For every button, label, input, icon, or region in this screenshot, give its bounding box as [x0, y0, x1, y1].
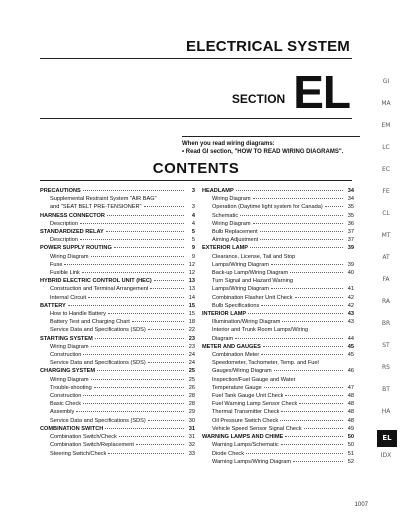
section-heading [231, 66, 350, 118]
section-tab-idx[interactable]: IDX [380, 452, 392, 459]
section-word: SECTION [231, 92, 286, 106]
section-tab-ha[interactable]: HA [381, 408, 391, 415]
section-tab-st[interactable]: ST [382, 342, 390, 349]
toc-entry-title: Combination Switch/Check [50, 434, 117, 441]
toc-leader-dots [95, 338, 184, 339]
toc-entry-title: Lamps/Wiring Diagram [212, 261, 269, 268]
toc-leader-dots [263, 346, 343, 347]
toc-entry[interactable] [40, 359, 195, 367]
toc-entry[interactable] [202, 400, 354, 408]
toc-entry-title: Combination Meter [212, 352, 260, 359]
toc-entry-title: Wiring Diagram [50, 253, 89, 260]
toc-entry-title: Vehicle Speed Sensor Signal Check [212, 425, 302, 432]
toc-page-number: 24 [188, 360, 195, 367]
toc-entry-title: CHARGING SYSTEM [40, 368, 96, 375]
toc-page-number: 46 [347, 368, 354, 375]
toc-entry-title: Wiring Diagram [212, 220, 251, 227]
toc-entry[interactable] [202, 302, 354, 310]
toc-entry-title: Internal Circuit [50, 294, 87, 301]
toc-entry-title: Wiring Diagram [50, 376, 89, 383]
toc-leader-dots [248, 313, 343, 314]
toc-entry-title: STANDARDIZED RELAY [40, 229, 104, 236]
toc-entry-title: and "SEAT BELT PRE-TENSIONER" [50, 204, 142, 211]
toc-page-number: 22 [188, 327, 195, 334]
toc-page-number: 13 [188, 278, 195, 285]
toc-entry-title: Supplemental Restraint System "AIR BAG" [50, 196, 157, 203]
section-tab-cl[interactable]: CL [382, 210, 390, 217]
toc-leader-dots [250, 247, 343, 248]
toc-entry[interactable] [40, 326, 195, 334]
toc-page-number: 5 [191, 237, 195, 244]
toc-page-number: 3 [191, 188, 195, 194]
toc-page-number: 45 [347, 352, 354, 359]
toc-leader-dots [114, 247, 184, 248]
toc-entry-title: Turn Signal and Hazard Warning [212, 278, 294, 285]
toc-page-number: 35 [347, 212, 354, 219]
toc-entry[interactable] [40, 203, 195, 211]
toc-page-number: 15 [188, 311, 195, 318]
toc-page-number: 50 [347, 434, 354, 441]
toc-leader-dots [304, 428, 343, 429]
section-tab-at[interactable]: AT [382, 254, 390, 261]
toc-leader-dots [106, 231, 184, 232]
toc-page-number: 15 [188, 302, 195, 309]
toc-leader-dots [64, 264, 184, 265]
toc-page-number: 31 [188, 434, 195, 441]
toc-leader-dots [325, 206, 343, 207]
toc-section-heading[interactable] [40, 335, 195, 343]
toc-page-number: 43 [347, 319, 354, 326]
section-tab-fa[interactable]: FA [382, 276, 390, 283]
toc-entry[interactable] [202, 318, 354, 326]
toc-leader-dots [97, 370, 184, 371]
toc-page-number: 13 [188, 286, 195, 293]
toc-entry-title: Steering Switch/Check [50, 450, 107, 457]
toc-leader-dots [271, 288, 343, 289]
toc-entry-title: Speedometer, Tachometer, Temp. and Fuel [212, 360, 319, 367]
toc-leader-dots [148, 329, 184, 330]
toc-leader-dots [274, 370, 343, 371]
toc-entry-title: Trouble-shooting [50, 384, 92, 391]
toc-leader-dots [82, 272, 184, 273]
toc-page-number: 39 [347, 245, 354, 252]
toc-entry[interactable] [202, 294, 354, 302]
toc-entry[interactable] [40, 195, 195, 203]
toc-entry[interactable] [202, 212, 354, 220]
section-tab-ra[interactable]: RA [381, 298, 391, 305]
toc-entry-title: Fuel Warning Lamp Sensor Check [212, 401, 298, 408]
toc-section-heading[interactable] [40, 277, 195, 285]
toc-leader-dots [293, 461, 343, 462]
toc-entry-title: Diode Check [212, 450, 245, 457]
toc-section-heading[interactable] [40, 425, 195, 433]
toc-section-heading[interactable] [40, 302, 195, 310]
toc-entry[interactable] [40, 294, 195, 302]
toc-entry-title: Temperature Gauge [212, 384, 262, 391]
toc-entry-title: Description [50, 237, 78, 244]
page-number: 1007 [354, 502, 368, 508]
toc-entry[interactable] [40, 269, 195, 277]
toc-leader-dots [253, 198, 343, 199]
toc-page-number: 42 [347, 294, 354, 301]
toc-page-number: 31 [188, 425, 195, 432]
toc-leader-dots [148, 362, 184, 363]
section-tab-ec[interactable]: EC [382, 166, 390, 173]
toc-entry[interactable] [202, 392, 354, 400]
toc-page-number: 41 [347, 286, 354, 293]
toc-leader-dots [285, 395, 343, 396]
section-tab-rs[interactable]: RS [382, 364, 390, 371]
toc-page-number: 50 [347, 442, 354, 449]
toc-page-number: 49 [347, 425, 354, 432]
toc-leader-dots [285, 436, 343, 437]
toc-page-number: 26 [188, 384, 195, 391]
toc-entry[interactable] [202, 417, 354, 425]
toc-leader-dots [80, 223, 184, 224]
toc-leader-dots [76, 411, 184, 412]
toc-entry-title: HEADLAMP [202, 188, 234, 194]
toc-page-number: 9 [191, 253, 195, 260]
toc-page-number: 34 [347, 196, 354, 203]
section-tab-bt[interactable]: BT [382, 386, 390, 393]
toc-page-number: 18 [188, 319, 195, 326]
toc-entry-title: Inspection/Fuel Gauge and Water [212, 376, 296, 383]
section-index-tabs [372, 70, 400, 518]
toc-entry[interactable] [40, 384, 195, 392]
toc-page-number: 4 [191, 212, 195, 219]
toc-entry[interactable] [40, 376, 195, 384]
toc-leader-dots [144, 206, 184, 207]
toc-page-number: 33 [188, 450, 195, 457]
section-tab-el[interactable]: EL [377, 430, 397, 447]
toc-section-heading[interactable] [202, 343, 354, 351]
toc-entry-title: Oil Pressure Switch Check [212, 417, 279, 424]
toc-entry-title: Schematic [212, 212, 239, 219]
toc-page-number: 48 [347, 401, 354, 408]
toc-page-number: 39 [347, 261, 354, 268]
toc-page-number: 25 [188, 368, 195, 375]
toc-entry[interactable] [202, 458, 354, 466]
toc-page-number: 42 [347, 302, 354, 309]
toc-section-heading[interactable] [40, 187, 195, 195]
toc-entry[interactable] [202, 203, 354, 211]
toc-entry[interactable] [40, 285, 195, 293]
toc-entry[interactable] [202, 441, 354, 449]
section-tab-lc[interactable]: LC [382, 144, 390, 151]
toc-leader-dots [261, 305, 343, 306]
toc-leader-dots [91, 379, 184, 380]
toc-entry[interactable] [40, 220, 195, 228]
toc-leader-dots [83, 354, 184, 355]
toc-entry[interactable] [40, 441, 195, 449]
toc-leader-dots [107, 215, 184, 216]
toc-page-number: 34 [347, 188, 354, 194]
toc-page-number: 5 [191, 229, 195, 236]
toc-page-number: 48 [347, 417, 354, 424]
toc-page-number: 12 [188, 270, 195, 277]
toc-entry[interactable] [202, 195, 354, 203]
toc-entry-title: Wiring Diagram [212, 196, 251, 203]
toc-entry-title: Aiming Adjustment [212, 237, 259, 244]
toc-entry-title: Diagram [212, 335, 234, 342]
toc-entry-title: Lamps/Wiring Diagram [212, 286, 269, 293]
toc-leader-dots [282, 321, 343, 322]
toc-entry[interactable] [40, 236, 195, 244]
toc-entry[interactable] [202, 277, 354, 285]
toc-entry-title: WARNING LAMPS AND CHIME [202, 434, 284, 441]
toc-entry-title: Assembly [50, 409, 75, 416]
toc-leader-dots [281, 411, 343, 412]
section-tab-gi[interactable]: GI [382, 78, 390, 85]
toc-entry-title: Bulb Specifications [212, 302, 260, 309]
toc-entry-title: Construction [50, 352, 82, 359]
toc-entry-title: Warning Lamps/Wiring Diagram [212, 458, 292, 465]
toc-section-heading[interactable] [202, 433, 354, 441]
toc-entry[interactable] [202, 425, 354, 433]
toc-page-number: 51 [347, 450, 354, 457]
toc-entry[interactable] [40, 417, 195, 425]
toc-page-number: 30 [188, 417, 195, 424]
section-tab-ma[interactable]: MA [381, 100, 391, 107]
toc-page-number: 14 [188, 294, 195, 301]
toc-leader-dots [235, 338, 343, 339]
toc-entry-title: BATTERY [40, 302, 66, 309]
wiring-note-line2: • Read GI section, "HOW TO READ WIRING DIAGRAMS". [182, 149, 344, 155]
toc-leader-dots [261, 354, 343, 355]
toc-page-number: 40 [347, 270, 354, 277]
section-tab-mt[interactable]: MT [381, 232, 391, 239]
toc-leader-dots [105, 428, 184, 429]
toc-entry-title: STARTING SYSTEM [40, 335, 93, 342]
toc-entry-title: INTERIOR LAMP [202, 311, 247, 318]
toc-entry[interactable] [202, 450, 354, 458]
toc-entry[interactable] [40, 310, 195, 318]
toc-entry[interactable] [40, 318, 195, 326]
toc-page-number: 52 [347, 458, 354, 465]
toc-leader-dots [83, 395, 184, 396]
toc-leader-dots [91, 346, 184, 347]
toc-leader-dots [260, 231, 343, 232]
toc-section-heading[interactable] [40, 367, 195, 375]
toc-page-number: 37 [347, 237, 354, 244]
toc-section-heading[interactable] [40, 244, 195, 252]
toc-entry-title: Operation (Daytime light system for Canada) [212, 204, 323, 211]
section-code: EL [293, 66, 350, 118]
toc-leader-dots [136, 444, 184, 445]
toc-leader-dots [253, 223, 343, 224]
contents-rule [40, 180, 352, 181]
toc-page-number: 36 [347, 220, 354, 227]
toc-entry-title: Illumination/Wiring Diagram [212, 319, 281, 326]
toc-entry-title: Service Data and Specifications (SDS) [50, 417, 146, 424]
header-rule [40, 58, 352, 59]
toc-right-column [202, 187, 354, 466]
toc-leader-dots [246, 453, 343, 454]
toc-entry[interactable] [202, 220, 354, 228]
header-title: ELECTRICAL SYSTEM [186, 38, 350, 55]
toc-entry[interactable] [40, 400, 195, 408]
section-tab-br[interactable]: BR [381, 320, 391, 327]
toc-entry[interactable] [40, 450, 195, 458]
toc-leader-dots [108, 313, 184, 314]
toc-entry-title: Service Data and Specifications (SDS) [50, 360, 146, 367]
toc-entry-title: HYBRID ELECTRIC CONTROL UNIT (HEC) [40, 278, 152, 285]
toc-entry[interactable] [40, 433, 195, 441]
toc-leader-dots [88, 297, 184, 298]
toc-leader-dots [290, 272, 343, 273]
toc-entry-title: Description [50, 220, 78, 227]
toc-page-number: 43 [347, 311, 354, 318]
toc-page-number: 24 [188, 352, 195, 359]
toc-entry[interactable] [40, 392, 195, 400]
toc-entry[interactable] [202, 253, 354, 261]
toc-page-number: 23 [188, 343, 195, 350]
toc-section-heading[interactable] [202, 310, 354, 318]
toc-leader-dots [264, 387, 343, 388]
toc-page-number: 48 [347, 393, 354, 400]
toc-entry-title: Gauges/Wiring Diagram [212, 368, 272, 375]
toc-entry-title: Combination Switch/Replacement [50, 442, 134, 449]
toc-entry-title: Construction and Terminal Arrangement [50, 286, 149, 293]
toc-leader-dots [108, 453, 184, 454]
toc-entry-title: HARNESS CONNECTOR [40, 212, 105, 219]
toc-entry-title: METER AND GAUGES [202, 343, 261, 350]
toc-left-column [40, 187, 195, 458]
toc-leader-dots [80, 239, 184, 240]
toc-page-number: 35 [347, 204, 354, 211]
contents-title: CONTENTS [152, 160, 240, 177]
toc-entry[interactable] [202, 228, 354, 236]
toc-entry-title: Fuse [50, 261, 63, 268]
toc-page-number: 48 [347, 409, 354, 416]
toc-leader-dots [154, 280, 184, 281]
toc-entry-title: Thermal Transmitter Check [212, 409, 280, 416]
toc-leader-dots [148, 420, 184, 421]
toc-entry-title: Warning Lamps/Schematic [212, 442, 279, 449]
toc-leader-dots [68, 305, 184, 306]
toc-entry[interactable] [202, 261, 354, 269]
toc-entry-title: Clearance, License, Tail and Stop [212, 253, 296, 260]
toc-entry[interactable] [202, 359, 354, 367]
toc-page-number: 23 [188, 335, 195, 342]
toc-leader-dots [83, 403, 184, 404]
toc-entry[interactable] [40, 408, 195, 416]
toc-leader-dots [299, 403, 343, 404]
toc-entry-title: Service Data and Specifications (SDS) [50, 327, 146, 334]
toc-page-number: 44 [347, 335, 354, 342]
toc-entry-title: COMBINATION SWITCH [40, 425, 104, 432]
toc-page-number: 3 [191, 204, 195, 211]
toc-leader-dots [236, 190, 343, 191]
toc-page-number: 4 [191, 220, 195, 227]
toc-leader-dots [260, 239, 343, 240]
toc-page-number: 32 [188, 442, 195, 449]
toc-page-number: 45 [347, 343, 354, 350]
toc-page-number: 9 [191, 245, 195, 252]
toc-leader-dots [150, 288, 184, 289]
toc-entry-title: Construction [50, 393, 82, 400]
toc-leader-dots [281, 444, 343, 445]
toc-section-heading[interactable] [202, 244, 354, 252]
toc-entry[interactable] [202, 351, 354, 359]
toc-page-number: 12 [188, 261, 195, 268]
toc-entry-title: Fuel Tank Gauge Unit Check [212, 393, 284, 400]
toc-page-number: 28 [188, 401, 195, 408]
wiring-note-line1: When you read wiring diagrams: [182, 141, 275, 147]
toc-entry-title: EXTERIOR LAMP [202, 245, 248, 252]
toc-entry-title: How to Handle Battery [50, 311, 106, 318]
toc-leader-dots [271, 264, 343, 265]
toc-leader-dots [280, 420, 343, 421]
toc-entry[interactable] [202, 367, 354, 375]
toc-entry-title: Bulb Replacement [212, 229, 258, 236]
toc-entry[interactable] [202, 285, 354, 293]
toc-entry[interactable] [202, 335, 354, 343]
toc-leader-dots [94, 387, 184, 388]
toc-page-number: 29 [188, 409, 195, 416]
toc-entry-title: Back-up Lamp/Wiring Diagram [212, 270, 289, 277]
toc-entry[interactable] [40, 351, 195, 359]
toc-leader-dots [132, 321, 184, 322]
toc-entry[interactable] [202, 269, 354, 277]
toc-page-number: 25 [188, 376, 195, 383]
toc-entry[interactable] [202, 408, 354, 416]
toc-leader-dots [240, 215, 343, 216]
section-tab-em[interactable]: EM [381, 122, 391, 129]
toc-entry-title: PRECAUTIONS [40, 188, 81, 194]
toc-entry-title: Combination Flasher Unit Check [212, 294, 293, 301]
toc-leader-dots [83, 190, 184, 191]
section-tab-fe[interactable]: FE [382, 188, 390, 195]
toc-entry-title: Basic Check [50, 401, 82, 408]
section-rule [40, 118, 352, 119]
toc-entry[interactable] [40, 253, 195, 261]
toc-entry[interactable] [202, 326, 354, 334]
toc-entry[interactable] [40, 261, 195, 269]
toc-leader-dots [119, 436, 184, 437]
toc-section-heading[interactable] [202, 187, 354, 195]
toc-page-number: 37 [347, 229, 354, 236]
toc-entry-title: Fusible Link [50, 270, 80, 277]
toc-entry[interactable] [40, 343, 195, 351]
toc-entry[interactable] [202, 236, 354, 244]
toc-entry-title: Interior and Trunk Room Lamps/Wiring [212, 327, 309, 334]
toc-section-heading[interactable] [40, 212, 195, 220]
toc-section-heading[interactable] [40, 228, 195, 236]
toc-page-number: 28 [188, 393, 195, 400]
toc-entry-title: Battery Test and Charging Chart [50, 319, 130, 326]
toc-leader-dots [91, 256, 184, 257]
toc-page-number: 47 [347, 384, 354, 391]
toc-entry-title: Wiring Diagram [50, 343, 89, 350]
toc-entry-title: POWER SUPPLY ROUTING [40, 245, 112, 252]
toc-entry[interactable] [202, 384, 354, 392]
toc-entry[interactable] [202, 376, 354, 384]
toc-leader-dots [295, 297, 343, 298]
